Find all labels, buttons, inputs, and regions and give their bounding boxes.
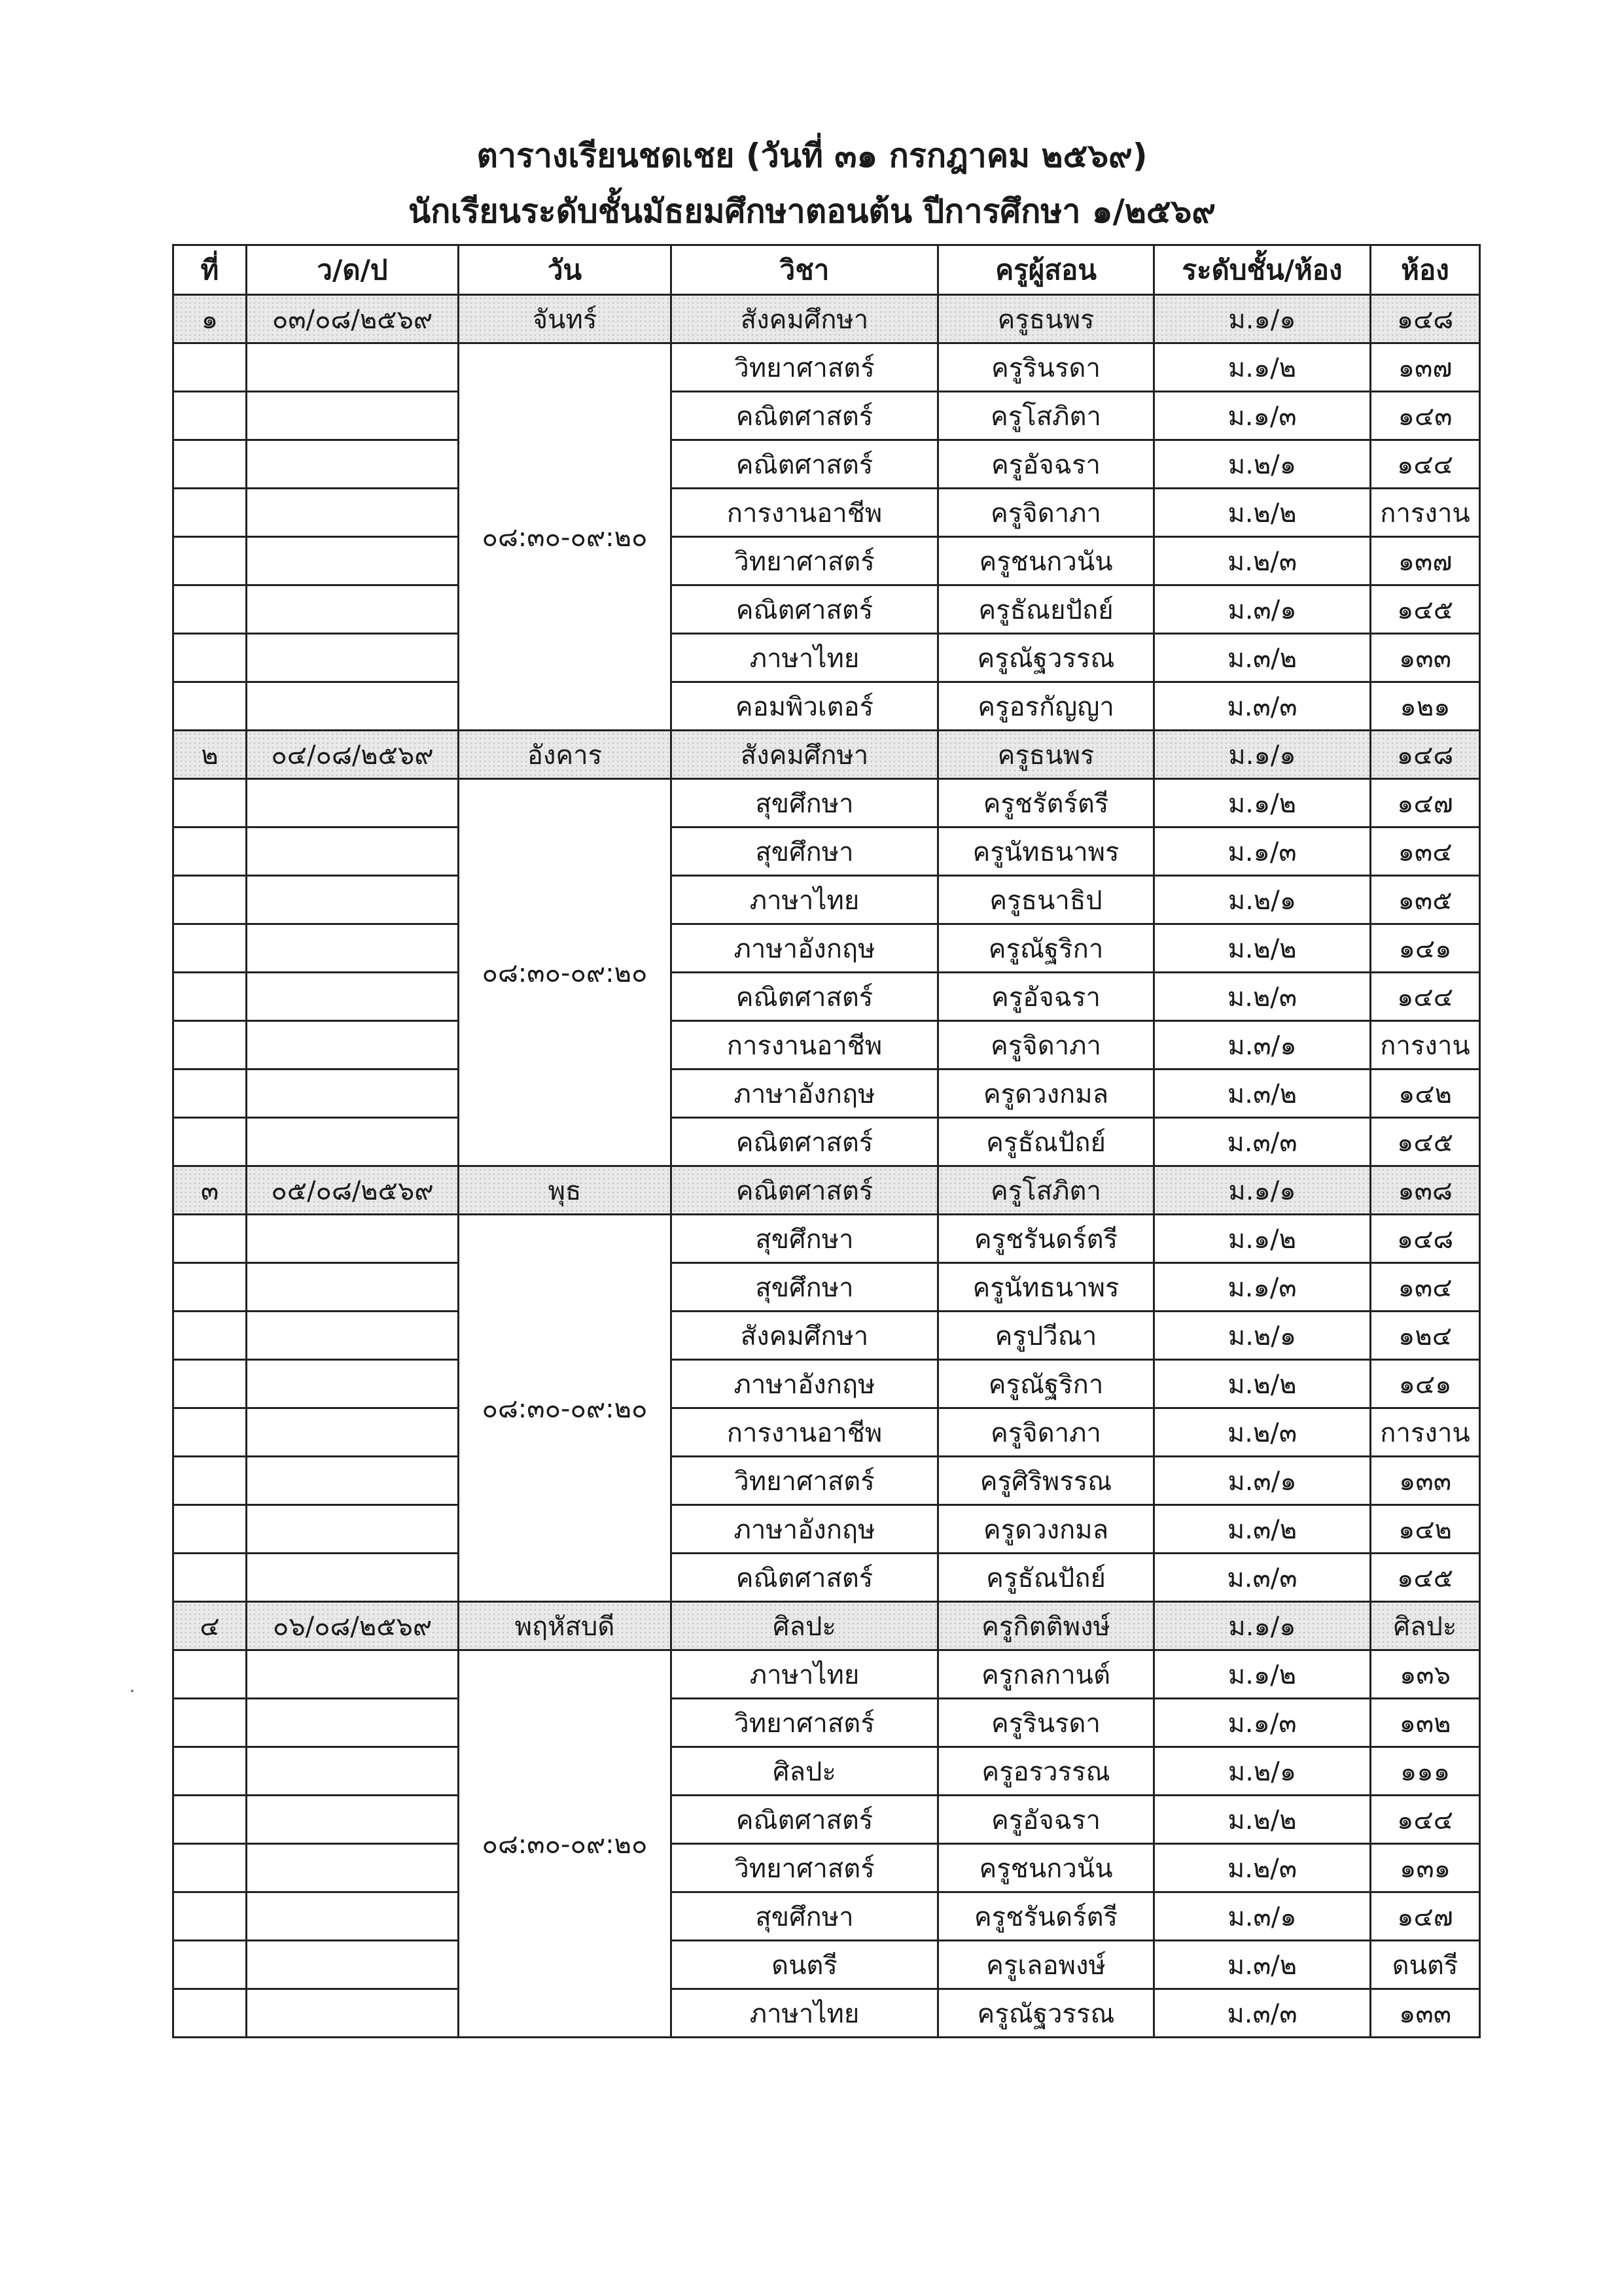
row-number: ๓	[173, 1166, 247, 1215]
subject-cell: ศิลปะ	[671, 1602, 938, 1650]
room-cell: ศิลปะ	[1371, 1602, 1480, 1650]
empty-number-cell	[173, 440, 247, 489]
level-cell: ม.๓/๑	[1154, 1892, 1371, 1941]
room-cell: ๑๒๔	[1371, 1312, 1480, 1360]
day-name-cell: พุธ	[459, 1166, 671, 1215]
teacher-cell: ครูรินรดา	[938, 343, 1154, 392]
subject-cell: ดนตรี	[671, 1941, 938, 1989]
table-row	[173, 1699, 1480, 1747]
empty-number-cell	[173, 1263, 247, 1312]
title-line-1: ตารางเรียนชดเชย (วันที่ ๓๑ กรกฎาคม ๒๕๖๙)	[476, 137, 1148, 175]
teacher-cell: ครูอัจฉรา	[938, 973, 1154, 1021]
teacher-cell: ครูนัทธนาพร	[938, 1263, 1154, 1312]
empty-number-cell	[173, 537, 247, 585]
room-cell: ๑๔๒	[1371, 1505, 1480, 1554]
table-row	[173, 827, 1480, 876]
level-cell: ม.๓/๓	[1154, 682, 1371, 731]
day-header-row	[173, 1166, 1480, 1215]
level-cell: ม.๒/๑	[1154, 876, 1371, 924]
teacher-cell: ครูเลอพงษ์	[938, 1941, 1154, 1989]
subject-cell: คอมพิวเตอร์	[671, 682, 938, 731]
teacher-cell: ครูอรวรรณ	[938, 1747, 1154, 1796]
table-row	[173, 876, 1480, 924]
subject-cell: สุขศึกษา	[671, 1892, 938, 1941]
table-header	[173, 245, 1480, 295]
level-cell: ม.๑/๑	[1154, 731, 1371, 779]
empty-number-cell	[173, 1070, 247, 1118]
title-line-2: นักเรียนระดับชั้นมัธยมศึกษาตอนต้น ปีการศึกษา ๑/๒๕๖๙	[408, 192, 1216, 230]
day-name-cell: อังคาร	[459, 731, 671, 779]
teacher-cell: ครูศิริพรรณ	[938, 1457, 1154, 1505]
header-subject: วิชา	[671, 245, 938, 295]
table-row	[173, 1989, 1480, 2038]
teacher-cell: ครูณัฐริกา	[938, 1360, 1154, 1408]
table-row	[173, 779, 1480, 827]
empty-date-cell	[247, 1312, 459, 1360]
empty-date-cell	[247, 779, 459, 827]
table-row	[173, 1070, 1480, 1118]
day-name-cell: พฤหัสบดี	[459, 1602, 671, 1650]
level-cell: ม.๓/๒	[1154, 1505, 1371, 1554]
empty-date-cell	[247, 1360, 459, 1408]
room-cell: ๑๔๗	[1371, 779, 1480, 827]
level-cell: ม.๑/๓	[1154, 1263, 1371, 1312]
level-cell: ม.๒/๒	[1154, 489, 1371, 537]
table-row	[173, 392, 1480, 440]
room-cell: ๑๔๓	[1371, 392, 1480, 440]
level-cell: ม.๑/๒	[1154, 1215, 1371, 1263]
table-row	[173, 682, 1480, 731]
empty-number-cell	[173, 1021, 247, 1070]
room-cell: ๑๔๗	[1371, 1892, 1480, 1941]
subject-cell: ภาษาอังกฤษ	[671, 1070, 938, 1118]
teacher-cell: ครูอัจฉรา	[938, 440, 1154, 489]
teacher-cell: ครูธัณปัถย์	[938, 1118, 1154, 1166]
empty-date-cell	[247, 1457, 459, 1505]
empty-number-cell	[173, 1554, 247, 1602]
room-cell: ดนตรี	[1371, 1941, 1480, 1989]
teacher-cell: ครูรินรดา	[938, 1699, 1154, 1747]
empty-date-cell	[247, 440, 459, 489]
subject-cell: สังคมศึกษา	[671, 295, 938, 343]
table-row	[173, 440, 1480, 489]
room-cell: ๑๔๘	[1371, 295, 1480, 343]
empty-number-cell	[173, 1989, 247, 2038]
subject-cell: คณิตศาสตร์	[671, 1554, 938, 1602]
empty-number-cell	[173, 1650, 247, 1699]
empty-number-cell	[173, 489, 247, 537]
room-cell: การงาน	[1371, 489, 1480, 537]
empty-date-cell	[247, 682, 459, 731]
empty-number-cell	[173, 924, 247, 973]
table-row	[173, 1554, 1480, 1602]
empty-date-cell	[247, 973, 459, 1021]
header-teacher: ครูผู้สอน	[938, 245, 1154, 295]
empty-number-cell	[173, 585, 247, 634]
room-cell: การงาน	[1371, 1021, 1480, 1070]
subject-cell: วิทยาศาสตร์	[671, 343, 938, 392]
room-cell: ๑๓๔	[1371, 1263, 1480, 1312]
empty-date-cell	[247, 392, 459, 440]
empty-date-cell	[247, 1505, 459, 1554]
empty-number-cell	[173, 1312, 247, 1360]
level-cell: ม.๓/๑	[1154, 585, 1371, 634]
time-cell: ๐๘:๓๐-๐๙:๒๐	[459, 1215, 671, 1602]
subject-cell: ภาษาอังกฤษ	[671, 924, 938, 973]
empty-date-cell	[247, 1699, 459, 1747]
subject-cell: ภาษาไทย	[671, 876, 938, 924]
subject-cell: สังคมศึกษา	[671, 731, 938, 779]
subject-cell: คณิตศาสตร์	[671, 1796, 938, 1844]
teacher-cell: ครูณัฐวรรณ	[938, 1989, 1154, 2038]
empty-date-cell	[247, 1554, 459, 1602]
subject-cell: การงานอาชีพ	[671, 1408, 938, 1457]
teacher-cell: ครูโสภิตา	[938, 1166, 1154, 1215]
day-header-row	[173, 731, 1480, 779]
subject-cell: วิทยาศาสตร์	[671, 1844, 938, 1892]
subject-cell: คณิตศาสตร์	[671, 1118, 938, 1166]
level-cell: ม.๑/๒	[1154, 779, 1371, 827]
subject-cell: ศิลปะ	[671, 1747, 938, 1796]
day-header-row	[173, 1602, 1480, 1650]
subject-cell: ภาษาไทย	[671, 1989, 938, 2038]
level-cell: ม.๒/๓	[1154, 1844, 1371, 1892]
room-cell: ๑๔๘	[1371, 731, 1480, 779]
subject-cell: คณิตศาสตร์	[671, 440, 938, 489]
teacher-cell: ครูจิดาภา	[938, 1021, 1154, 1070]
teacher-cell: ครูดวงกมล	[938, 1070, 1154, 1118]
date-cell: ๐๔/๐๘/๒๕๖๙	[247, 731, 459, 779]
empty-number-cell	[173, 1457, 247, 1505]
level-cell: ม.๓/๒	[1154, 1070, 1371, 1118]
day-name-cell: จันทร์	[459, 295, 671, 343]
table-row	[173, 1505, 1480, 1554]
teacher-cell: ครูนัทธนาพร	[938, 827, 1154, 876]
header-day: วัน	[459, 245, 671, 295]
subject-cell: ภาษาอังกฤษ	[671, 1360, 938, 1408]
teacher-cell: ครูชรันดร์ตรี	[938, 1892, 1154, 1941]
level-cell: ม.๓/๑	[1154, 1457, 1371, 1505]
level-cell: ม.๑/๑	[1154, 1166, 1371, 1215]
empty-number-cell	[173, 1941, 247, 1989]
empty-date-cell	[247, 1215, 459, 1263]
room-cell: ๑๓๓	[1371, 634, 1480, 682]
room-cell: ๑๔๑	[1371, 924, 1480, 973]
empty-date-cell	[247, 1941, 459, 1989]
room-cell: ๑๓๗	[1371, 343, 1480, 392]
room-cell: ๑๔๑	[1371, 1360, 1480, 1408]
empty-date-cell	[247, 1989, 459, 2038]
teacher-cell: ครูกลกานต์	[938, 1650, 1154, 1699]
level-cell: ม.๑/๓	[1154, 827, 1371, 876]
teacher-cell: ครูชนกวนัน	[938, 537, 1154, 585]
empty-number-cell	[173, 682, 247, 731]
row-number: ๔	[173, 1602, 247, 1650]
empty-date-cell	[247, 1892, 459, 1941]
level-cell: ม.๑/๓	[1154, 392, 1371, 440]
table-row	[173, 1941, 1480, 1989]
subject-cell: คณิตศาสตร์	[671, 973, 938, 1021]
room-cell: ๑๔๘	[1371, 1215, 1480, 1263]
room-cell: ๑๓๑	[1371, 1844, 1480, 1892]
empty-date-cell	[247, 1747, 459, 1796]
table-row	[173, 537, 1480, 585]
subject-cell: วิทยาศาสตร์	[671, 1457, 938, 1505]
empty-number-cell	[173, 1408, 247, 1457]
level-cell: ม.๒/๒	[1154, 1360, 1371, 1408]
table-row	[173, 489, 1480, 537]
empty-date-cell	[247, 876, 459, 924]
level-cell: ม.๒/๑	[1154, 440, 1371, 489]
teacher-cell: ครูจิดาภา	[938, 489, 1154, 537]
teacher-cell: ครูธัณปัถย์	[938, 1554, 1154, 1602]
header-no: ที่	[173, 245, 247, 295]
empty-number-cell	[173, 1215, 247, 1263]
table-row	[173, 634, 1480, 682]
table-body	[173, 295, 1480, 2038]
day-header-row	[173, 295, 1480, 343]
subject-cell: คณิตศาสตร์	[671, 392, 938, 440]
empty-number-cell	[173, 1360, 247, 1408]
level-cell: ม.๒/๓	[1154, 537, 1371, 585]
subject-cell: การงานอาชีพ	[671, 1021, 938, 1070]
empty-date-cell	[247, 585, 459, 634]
room-cell: ๑๓๗	[1371, 537, 1480, 585]
empty-number-cell	[173, 634, 247, 682]
empty-date-cell	[247, 1118, 459, 1166]
empty-number-cell	[173, 1118, 247, 1166]
time-cell: ๐๘:๓๐-๐๙:๒๐	[459, 343, 671, 731]
subject-cell: คณิตศาสตร์	[671, 585, 938, 634]
empty-date-cell	[247, 1263, 459, 1312]
room-cell: ๑๔๕	[1371, 585, 1480, 634]
table-row	[173, 343, 1480, 392]
empty-number-cell	[173, 827, 247, 876]
teacher-cell: ครูโสภิตา	[938, 392, 1154, 440]
room-cell: ๑๓๘	[1371, 1166, 1480, 1215]
empty-date-cell	[247, 924, 459, 973]
teacher-cell: ครูธนาธิป	[938, 876, 1154, 924]
date-cell: ๐๕/๐๘/๒๕๖๙	[247, 1166, 459, 1215]
empty-date-cell	[247, 489, 459, 537]
table-row	[173, 1021, 1480, 1070]
level-cell: ม.๒/๑	[1154, 1747, 1371, 1796]
empty-number-cell	[173, 1796, 247, 1844]
room-cell: ๑๔๕	[1371, 1118, 1480, 1166]
date-cell: ๐๖/๐๘/๒๕๖๙	[247, 1602, 459, 1650]
teacher-cell: ครูกิตติพงษ์	[938, 1602, 1154, 1650]
table-row	[173, 973, 1480, 1021]
table-row	[173, 1796, 1480, 1844]
empty-number-cell	[173, 392, 247, 440]
subject-cell: ภาษาไทย	[671, 634, 938, 682]
table-row	[173, 1118, 1480, 1166]
room-cell: ๑๓๓	[1371, 1989, 1480, 2038]
level-cell: ม.๓/๓	[1154, 1989, 1371, 2038]
subject-cell: ภาษาไทย	[671, 1650, 938, 1699]
empty-date-cell	[247, 827, 459, 876]
empty-date-cell	[247, 1796, 459, 1844]
level-cell: ม.๓/๒	[1154, 634, 1371, 682]
table-row	[173, 1844, 1480, 1892]
room-cell: ๑๓๕	[1371, 876, 1480, 924]
empty-number-cell	[173, 779, 247, 827]
subject-cell: วิทยาศาสตร์	[671, 1699, 938, 1747]
level-cell: ม.๒/๒	[1154, 1796, 1371, 1844]
header-level: ระดับชั้น/ห้อง	[1154, 245, 1371, 295]
teacher-cell: ครูอรกัญญา	[938, 682, 1154, 731]
table-row	[173, 1263, 1480, 1312]
room-cell: ๑๓๒	[1371, 1699, 1480, 1747]
level-cell: ม.๑/๑	[1154, 295, 1371, 343]
subject-cell: การงานอาชีพ	[671, 489, 938, 537]
room-cell: ๑๔๔	[1371, 440, 1480, 489]
empty-date-cell	[247, 1021, 459, 1070]
teacher-cell: ครูณัฐวรรณ	[938, 634, 1154, 682]
empty-date-cell	[247, 537, 459, 585]
date-cell: ๐๓/๐๘/๒๕๖๙	[247, 295, 459, 343]
empty-number-cell	[173, 1699, 247, 1747]
scan-speck	[131, 1690, 133, 1692]
empty-number-cell	[173, 973, 247, 1021]
level-cell: ม.๒/๑	[1154, 1312, 1371, 1360]
level-cell: ม.๓/๓	[1154, 1118, 1371, 1166]
room-cell: ๑๔๕	[1371, 1554, 1480, 1602]
header-date: ว/ด/ป	[247, 245, 459, 295]
empty-date-cell	[247, 1408, 459, 1457]
table-row	[173, 924, 1480, 973]
table-row	[173, 1650, 1480, 1699]
table-row	[173, 585, 1480, 634]
level-cell: ม.๑/๑	[1154, 1602, 1371, 1650]
level-cell: ม.๓/๒	[1154, 1941, 1371, 1989]
subject-cell: วิทยาศาสตร์	[671, 537, 938, 585]
subject-cell: สุขศึกษา	[671, 827, 938, 876]
subject-cell: ภาษาอังกฤษ	[671, 1505, 938, 1554]
room-cell: ๑๔๔	[1371, 973, 1480, 1021]
subject-cell: คณิตศาสตร์	[671, 1166, 938, 1215]
schedule-table	[172, 244, 1481, 2038]
empty-number-cell	[173, 1505, 247, 1554]
teacher-cell: ครูชรัตร์ตรี	[938, 779, 1154, 827]
row-number: ๑	[173, 295, 247, 343]
level-cell: ม.๓/๑	[1154, 1021, 1371, 1070]
teacher-cell: ครูธนพร	[938, 731, 1154, 779]
empty-number-cell	[173, 876, 247, 924]
empty-date-cell	[247, 1844, 459, 1892]
teacher-cell: ครูดวงกมล	[938, 1505, 1154, 1554]
room-cell: ๑๓๖	[1371, 1650, 1480, 1699]
room-cell: ๑๔๔	[1371, 1796, 1480, 1844]
empty-number-cell	[173, 1844, 247, 1892]
room-cell: ๑๔๒	[1371, 1070, 1480, 1118]
teacher-cell: ครูชรันดร์ตรี	[938, 1215, 1154, 1263]
empty-date-cell	[247, 634, 459, 682]
level-cell: ม.๑/๓	[1154, 1699, 1371, 1747]
teacher-cell: ครูปวีณา	[938, 1312, 1154, 1360]
table-row	[173, 1457, 1480, 1505]
level-cell: ม.๑/๒	[1154, 1650, 1371, 1699]
room-cell: การงาน	[1371, 1408, 1480, 1457]
level-cell: ม.๒/๓	[1154, 1408, 1371, 1457]
empty-number-cell	[173, 1892, 247, 1941]
subject-cell: สุขศึกษา	[671, 779, 938, 827]
empty-date-cell	[247, 1650, 459, 1699]
level-cell: ม.๒/๒	[1154, 924, 1371, 973]
row-number: ๒	[173, 731, 247, 779]
teacher-cell: ครูธนพร	[938, 295, 1154, 343]
table-row	[173, 1892, 1480, 1941]
level-cell: ม.๑/๒	[1154, 343, 1371, 392]
header-row	[173, 245, 1480, 295]
subject-cell: สุขศึกษา	[671, 1215, 938, 1263]
subject-cell: สังคมศึกษา	[671, 1312, 938, 1360]
time-cell: ๐๘:๓๐-๐๙:๒๐	[459, 779, 671, 1166]
room-cell: ๑๓๓	[1371, 1457, 1480, 1505]
teacher-cell: ครูอัจฉรา	[938, 1796, 1154, 1844]
room-cell: ๑๒๑	[1371, 682, 1480, 731]
room-cell: ๑๑๑	[1371, 1747, 1480, 1796]
table-row	[173, 1215, 1480, 1263]
level-cell: ม.๓/๓	[1154, 1554, 1371, 1602]
header-room: ห้อง	[1371, 245, 1480, 295]
teacher-cell: ครูจิดาภา	[938, 1408, 1154, 1457]
table-row	[173, 1360, 1480, 1408]
table-row	[173, 1408, 1480, 1457]
subject-cell: สุขศึกษา	[671, 1263, 938, 1312]
teacher-cell: ครูธัณยปัถย์	[938, 585, 1154, 634]
room-cell: ๑๓๔	[1371, 827, 1480, 876]
time-cell: ๐๘:๓๐-๐๙:๒๐	[459, 1650, 671, 2038]
empty-number-cell	[173, 1747, 247, 1796]
table-row	[173, 1747, 1480, 1796]
teacher-cell: ครูชนกวนัน	[938, 1844, 1154, 1892]
level-cell: ม.๒/๓	[1154, 973, 1371, 1021]
empty-number-cell	[173, 343, 247, 392]
teacher-cell: ครูณัฐริกา	[938, 924, 1154, 973]
empty-date-cell	[247, 1070, 459, 1118]
empty-date-cell	[247, 343, 459, 392]
table-row	[173, 1312, 1480, 1360]
